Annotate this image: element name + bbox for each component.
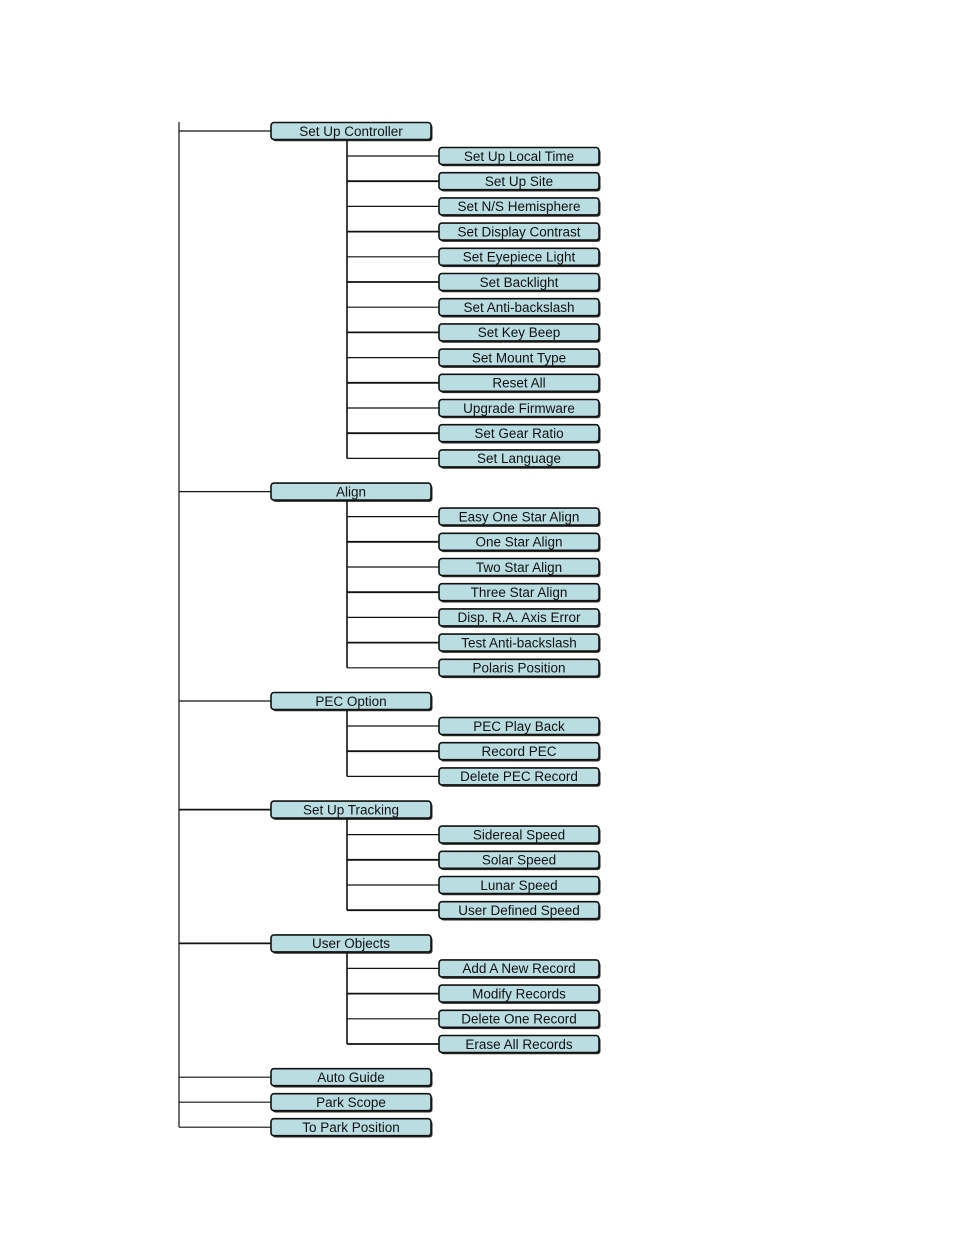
submenu-item-set-up-local-time[interactable] bbox=[439, 148, 601, 167]
submenu-item-set-mount-type[interactable] bbox=[439, 349, 601, 368]
submenu-item-polaris-position[interactable] bbox=[439, 659, 601, 678]
menu-item-to-park-position[interactable] bbox=[271, 1119, 433, 1138]
submenu-item-disp-r-a-axis-error[interactable] bbox=[439, 609, 601, 628]
submenu-item-solar-speed[interactable] bbox=[439, 851, 601, 870]
submenu-item-solar-speed-label: Solar Speed bbox=[481, 852, 557, 868]
submenu-item-record-pec-label: Record PEC bbox=[481, 744, 557, 759]
submenu-item-pec-play-back-label: PEC Play Back bbox=[473, 718, 565, 734]
menu-item-pec-option[interactable] bbox=[271, 693, 433, 712]
submenu-item-set-up-site[interactable] bbox=[439, 173, 601, 192]
submenu-item-delete-pec-record-label: Delete PEC Record bbox=[460, 769, 578, 785]
menu-item-auto-guide-label: Auto Guide bbox=[317, 1070, 385, 1085]
submenu-item-add-a-new-record-label: Add A New Record bbox=[462, 961, 576, 977]
submenu-item-set-up-site-label: Set Up Site bbox=[484, 174, 554, 189]
submenu-item-sidereal-speed[interactable] bbox=[439, 826, 601, 845]
submenu-item-one-star-align-label: One Star Align bbox=[475, 534, 563, 550]
menu-item-set-up-controller-label: Set Up Controller bbox=[299, 123, 403, 139]
submenu-item-one-star-align[interactable] bbox=[439, 533, 601, 552]
submenu-item-lunar-speed-label: Lunar Speed bbox=[480, 877, 558, 893]
menu-item-set-up-tracking-label: Set Up Tracking bbox=[302, 802, 400, 818]
submenu-item-set-gear-ratio-label: Set Gear Ratio bbox=[474, 426, 564, 441]
submenu-item-two-star-align[interactable] bbox=[439, 559, 601, 578]
menu-item-park-scope-label: Park Scope bbox=[316, 1095, 386, 1110]
submenu-item-easy-one-star-align[interactable] bbox=[439, 508, 601, 527]
submenu-item-reset-all-label: Reset All bbox=[492, 375, 546, 391]
submenu-item-set-anti-backslash-label: Set Anti-backslash bbox=[463, 300, 575, 315]
menu-item-pec-option-label: PEC Option bbox=[315, 693, 387, 709]
menu-item-set-up-controller[interactable] bbox=[271, 123, 433, 142]
submenu-item-upgrade-firmware-label: Upgrade Firmware bbox=[463, 400, 575, 416]
menu-item-to-park-position-label: To Park Position bbox=[302, 1120, 400, 1135]
submenu-item-delete-one-record[interactable] bbox=[439, 1010, 601, 1029]
submenu-item-user-defined-speed[interactable] bbox=[439, 902, 601, 921]
submenu-item-sidereal-speed-label: Sidereal Speed bbox=[472, 827, 566, 843]
submenu-item-upgrade-firmware[interactable] bbox=[439, 400, 601, 419]
submenu-item-set-n-s-hemisphere[interactable] bbox=[439, 198, 601, 217]
submenu-item-set-backlight-label: Set Backlight bbox=[479, 274, 559, 290]
submenu-item-modify-records[interactable] bbox=[439, 985, 601, 1004]
submenu-item-delete-pec-record[interactable] bbox=[439, 768, 601, 787]
submenu-item-set-anti-backslash[interactable] bbox=[439, 299, 601, 318]
submenu-item-set-up-local-time-label: Set Up Local Time bbox=[463, 148, 575, 164]
menu-item-park-scope[interactable] bbox=[271, 1094, 433, 1113]
submenu-item-set-key-beep[interactable] bbox=[439, 324, 601, 343]
menu-item-auto-guide[interactable] bbox=[271, 1069, 433, 1088]
submenu-item-erase-all-records-label: Erase All Records bbox=[465, 1036, 573, 1052]
menu-item-user-objects[interactable] bbox=[271, 935, 433, 954]
submenu-item-reset-all[interactable] bbox=[439, 374, 601, 393]
submenu-item-two-star-align-label: Two Star Align bbox=[475, 559, 563, 575]
submenu-item-lunar-speed[interactable] bbox=[439, 877, 601, 896]
submenu-item-easy-one-star-align-label: Easy One Star Align bbox=[458, 509, 580, 525]
submenu-item-polaris-position-label: Polaris Position bbox=[472, 660, 566, 676]
submenu-item-delete-one-record-label: Delete One Record bbox=[461, 1011, 577, 1027]
submenu-item-test-anti-backslash[interactable] bbox=[439, 634, 601, 653]
submenu-item-add-a-new-record[interactable] bbox=[439, 960, 601, 979]
submenu-item-set-eyepiece-light[interactable] bbox=[439, 248, 601, 267]
submenu-item-set-display-contrast-label: Set Display Contrast bbox=[457, 224, 581, 240]
submenu-item-erase-all-records[interactable] bbox=[439, 1036, 601, 1055]
submenu-item-three-star-align-label: Three Star Align bbox=[470, 585, 568, 600]
submenu-item-disp-r-a-axis-error-label: Disp. R.A. Axis Error bbox=[457, 610, 581, 626]
menu-item-align[interactable] bbox=[271, 483, 433, 502]
submenu-item-set-gear-ratio[interactable] bbox=[439, 425, 601, 444]
menu-item-user-objects-label: User Objects bbox=[311, 936, 391, 952]
submenu-item-pec-play-back[interactable] bbox=[439, 718, 601, 737]
menu-item-set-up-tracking[interactable] bbox=[271, 801, 433, 820]
submenu-item-set-display-contrast[interactable] bbox=[439, 223, 601, 242]
submenu-item-set-backlight[interactable] bbox=[439, 274, 601, 293]
submenu-item-record-pec[interactable] bbox=[439, 743, 601, 762]
submenu-item-set-n-s-hemisphere-label: Set N/S Hemisphere bbox=[457, 199, 581, 215]
submenu-item-test-anti-backslash-label: Test Anti-backslash bbox=[461, 635, 577, 651]
submenu-item-set-language[interactable] bbox=[439, 450, 601, 469]
submenu-item-set-key-beep-label: Set Key Beep bbox=[477, 325, 561, 341]
submenu-item-three-star-align[interactable] bbox=[439, 584, 601, 603]
submenu-item-set-eyepiece-light-label: Set Eyepiece Light bbox=[462, 249, 576, 265]
submenu-item-user-defined-speed-label: User Defined Speed bbox=[458, 903, 580, 918]
submenu-item-set-mount-type-label: Set Mount Type bbox=[471, 350, 567, 366]
submenu-item-modify-records-label: Modify Records bbox=[472, 986, 566, 1002]
submenu-item-set-language-label: Set Language bbox=[476, 451, 562, 467]
menu-item-align-label: Align bbox=[335, 484, 367, 500]
